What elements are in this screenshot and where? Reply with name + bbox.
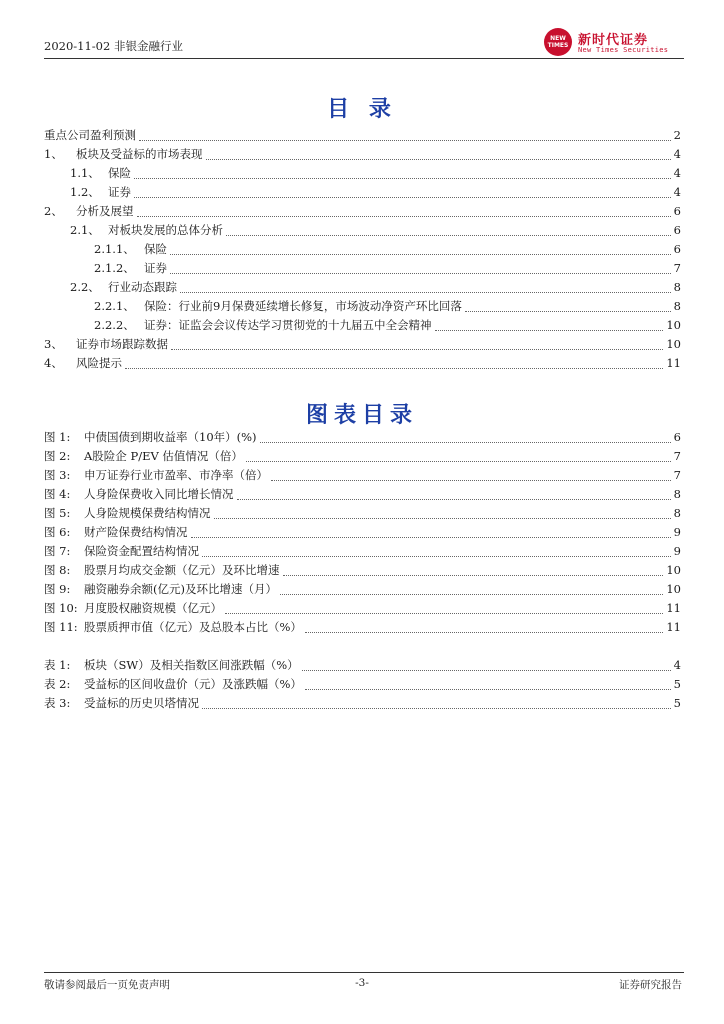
figure-entry-leader-dots — [237, 498, 671, 500]
toc-entry[interactable] — [44, 126, 681, 145]
toc-list — [44, 126, 681, 373]
toc-entry-leader-dots — [171, 348, 663, 350]
table-entry[interactable] — [44, 656, 681, 675]
figure-entry-label: 人身险保费收入同比增长情况 — [84, 487, 234, 501]
figure-entry-page: 9 — [673, 544, 681, 558]
figure-entry-leader-dots — [271, 479, 671, 481]
header-divider — [44, 58, 684, 59]
table-entry-label: 受益标的历史贝塔情况 — [84, 696, 199, 710]
toc-entry-leader-dots — [134, 196, 671, 198]
toc-entry-page: 10 — [666, 318, 681, 332]
toc-entry-number: 2.1.2、 — [94, 261, 135, 275]
toc-entry-label: 重点公司盈利预测 — [44, 128, 136, 142]
figures-title: 图表目录 — [305, 403, 418, 428]
figure-entry[interactable] — [44, 504, 681, 523]
figure-entry-label: 保险资金配置结构情况 — [84, 544, 199, 558]
table-entry-page: 4 — [673, 658, 681, 672]
figure-entry-number: 图 9: — [44, 582, 71, 596]
figure-entry[interactable] — [44, 618, 681, 637]
figure-entry[interactable] — [44, 580, 681, 599]
figure-entry-page: 10 — [666, 563, 681, 577]
figure-entry[interactable] — [44, 428, 681, 447]
toc-entry[interactable] — [44, 278, 681, 297]
figure-entry-page: 11 — [666, 601, 681, 615]
toc-entry-page: 8 — [673, 280, 681, 294]
toc-entry-label: 风险提示 — [76, 356, 122, 370]
toc-entry[interactable] — [44, 354, 681, 373]
figure-entry-label: A股险企 P/EV 估值情况（倍） — [84, 449, 243, 463]
toc-entry[interactable] — [44, 202, 681, 221]
toc-entry-leader-dots — [134, 177, 671, 179]
figure-entry-number: 图 5: — [44, 506, 71, 520]
header-date-topic: 2020-11-02 非银金融行业 — [44, 39, 183, 53]
toc-entry-number: 2.2、 — [70, 280, 100, 294]
toc-entry[interactable] — [44, 221, 681, 240]
table-entry-page: 5 — [673, 677, 681, 691]
page-number: -3- — [355, 977, 369, 989]
table-entry-page: 5 — [673, 696, 681, 710]
figure-entry-label: 申万证券行业市盈率、市净率（倍） — [84, 468, 268, 482]
figure-entry[interactable] — [44, 561, 681, 580]
toc-entry-leader-dots — [170, 253, 671, 255]
figure-entry-number: 图 11: — [44, 620, 78, 634]
toc-entry[interactable] — [44, 240, 681, 259]
figure-entry-leader-dots — [202, 555, 671, 557]
table-entry[interactable] — [44, 675, 681, 694]
toc-entry[interactable] — [44, 335, 681, 354]
figure-entry-label: 股票月均成交金额（亿元）及环比增速 — [84, 563, 280, 577]
table-entry-leader-dots — [305, 688, 671, 690]
toc-entry-number: 1.2、 — [70, 185, 100, 199]
table-entry-label: 受益标的区间收盘价（元）及涨跌幅（%） — [84, 677, 302, 691]
figure-entry-leader-dots — [214, 517, 671, 519]
company-logo — [544, 28, 682, 58]
toc-entry-number: 4、 — [44, 356, 63, 370]
toc-entry-label: 证券：证监会会议传达学习贯彻党的十九届五中全会精神 — [144, 318, 432, 332]
toc-entry-leader-dots — [170, 272, 671, 274]
tables-list — [44, 656, 681, 713]
toc-entry-page: 4 — [673, 166, 681, 180]
figure-entry-leader-dots — [305, 631, 663, 633]
toc-title: 目 录 — [327, 97, 397, 122]
toc-entry-number: 2.1、 — [70, 223, 100, 237]
logo-badge-icon: NEW TIMES — [544, 28, 572, 56]
toc-entry[interactable] — [44, 259, 681, 278]
toc-entry-number: 2.2.1、 — [94, 299, 135, 313]
figure-entry[interactable] — [44, 542, 681, 561]
toc-entry-label: 板块及受益标的市场表现 — [76, 147, 203, 161]
figure-entry-leader-dots — [191, 536, 671, 538]
toc-entry[interactable] — [44, 297, 681, 316]
toc-entry[interactable] — [44, 164, 681, 183]
figure-entry-page: 11 — [666, 620, 681, 634]
table-entry-label: 板块（SW）及相关指数区间涨跌幅（%） — [84, 658, 299, 672]
figure-entry[interactable] — [44, 485, 681, 504]
toc-entry-label: 分析及展望 — [76, 204, 134, 218]
figure-entry-label: 人身险规模保费结构情况 — [84, 506, 211, 520]
toc-entry-number: 3、 — [44, 337, 63, 351]
toc-entry-label: 证券 — [144, 261, 167, 275]
table-entry-leader-dots — [202, 707, 671, 709]
figure-entry-leader-dots — [260, 441, 671, 443]
figure-entry-label: 融资融券余额(亿元)及环比增速（月） — [84, 582, 277, 596]
toc-entry-number: 2.1.1、 — [94, 242, 135, 256]
table-entry[interactable] — [44, 694, 681, 713]
figure-entry-leader-dots — [283, 574, 664, 576]
footer-disclaimer: 敬请参阅最后一页免责声明 — [44, 979, 170, 991]
figure-entry[interactable] — [44, 447, 681, 466]
toc-entry-label: 行业动态跟踪 — [108, 280, 177, 294]
figure-entry-number: 图 10: — [44, 601, 78, 615]
figure-entry-leader-dots — [280, 593, 663, 595]
figure-entry[interactable] — [44, 599, 681, 618]
figure-entry-label: 股票质押市值（亿元）及总股本占比（%） — [84, 620, 302, 634]
toc-entry-leader-dots — [206, 158, 671, 160]
toc-entry-label: 对板块发展的总体分析 — [108, 223, 223, 237]
toc-entry-page: 4 — [673, 147, 681, 161]
toc-entry-leader-dots — [465, 310, 671, 312]
toc-entry-page: 8 — [673, 299, 681, 313]
toc-entry-page: 7 — [673, 261, 681, 275]
figure-entry-number: 图 3: — [44, 468, 71, 482]
toc-entry-number: 1.1、 — [70, 166, 100, 180]
toc-entry-leader-dots — [180, 291, 671, 293]
toc-entry[interactable] — [44, 145, 681, 164]
figure-entry-page: 10 — [666, 582, 681, 596]
table-entry-number: 表 2: — [44, 677, 71, 691]
table-entry-leader-dots — [302, 669, 671, 671]
toc-entry-page: 4 — [673, 185, 681, 199]
figure-entry[interactable] — [44, 523, 681, 542]
figure-entry-page: 8 — [673, 506, 681, 520]
figures-list — [44, 428, 681, 637]
toc-entry-label: 证券市场跟踪数据 — [76, 337, 168, 351]
figure-entry-number: 图 1: — [44, 430, 71, 444]
figure-entry-page: 7 — [673, 468, 681, 482]
toc-entry-number: 2、 — [44, 204, 63, 218]
figure-entry[interactable] — [44, 466, 681, 485]
toc-entry-leader-dots — [125, 367, 663, 369]
figure-entry-label: 月度股权融资规模（亿元） — [84, 601, 222, 615]
toc-entry-label: 保险 — [144, 242, 167, 256]
toc-entry[interactable] — [44, 316, 681, 335]
logo-english-name: New Times Securities — [578, 46, 669, 54]
figure-entry-page: 7 — [673, 449, 681, 463]
figure-entry-leader-dots — [225, 612, 663, 614]
toc-entry-number: 2.2.2、 — [94, 318, 135, 332]
table-entry-number: 表 1: — [44, 658, 71, 672]
figure-entry-label: 中债国债到期收益率（10年）(%) — [84, 430, 257, 444]
figure-entry-page: 6 — [673, 430, 681, 444]
figure-entry-page: 8 — [673, 487, 681, 501]
toc-entry-label: 证券 — [108, 185, 131, 199]
toc-entry-leader-dots — [226, 234, 671, 236]
toc-entry-number: 1、 — [44, 147, 63, 161]
figure-entry-number: 图 8: — [44, 563, 71, 577]
toc-entry-page: 10 — [666, 337, 681, 351]
footer-report-type: 证券研究报告 — [619, 979, 682, 991]
toc-entry-label: 保险：行业前9月保费延续增长修复，市场波动净资产环比回落 — [144, 299, 462, 313]
toc-entry-page: 11 — [666, 356, 681, 370]
table-entry-number: 表 3: — [44, 696, 71, 710]
figure-entry-number: 图 6: — [44, 525, 71, 539]
toc-entry-page: 2 — [673, 128, 681, 142]
toc-entry-page: 6 — [673, 242, 681, 256]
toc-entry-label: 保险 — [108, 166, 131, 180]
toc-entry-page: 6 — [673, 204, 681, 218]
figure-entry-page: 9 — [673, 525, 681, 539]
figure-entry-number: 图 4: — [44, 487, 71, 501]
figure-entry-number: 图 7: — [44, 544, 71, 558]
figure-entry-leader-dots — [246, 460, 671, 462]
logo-chinese-name: 新时代证券 — [578, 33, 649, 48]
figure-entry-label: 财产险保费结构情况 — [84, 525, 188, 539]
toc-entry[interactable] — [44, 183, 681, 202]
footer-divider — [44, 972, 684, 973]
toc-entry-page: 6 — [673, 223, 681, 237]
toc-entry-leader-dots — [137, 215, 671, 217]
figure-entry-number: 图 2: — [44, 449, 71, 463]
toc-entry-leader-dots — [435, 329, 664, 331]
toc-entry-leader-dots — [139, 139, 671, 141]
